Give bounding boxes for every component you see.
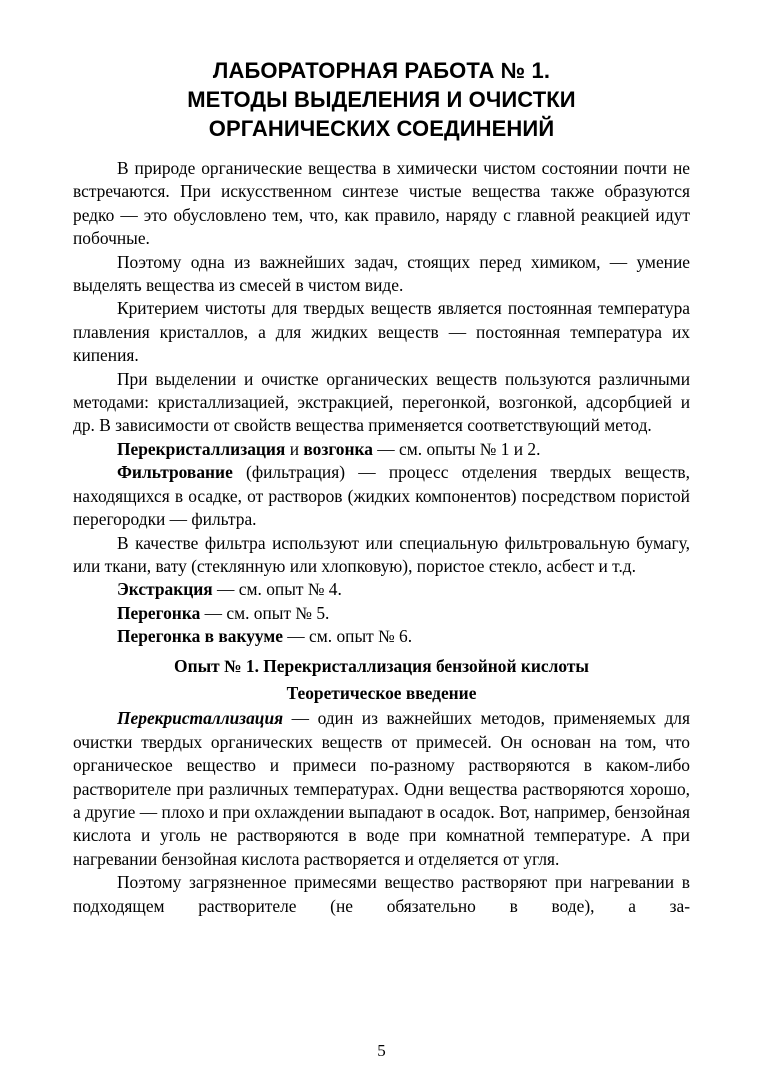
section-heading: Опыт № 1. Перекристаллизация бензойной кислоты <box>174 655 589 676</box>
term-recrystallization-italic: Перекристаллизация <box>117 708 284 729</box>
paragraph-distillation-ref: Перегонка — см. опыт № 5. <box>117 602 330 623</box>
page-title <box>73 56 690 143</box>
paragraph-theory-continued: Поэтому загрязненное примесями вещество растворяют при нагревании в подходящем растворителе (не обязательно в воде), а за- <box>73 872 690 916</box>
title-line-2: МЕТОДЫ ВЫДЕЛЕНИЯ И ОЧИСТКИ <box>187 87 576 112</box>
term-filtration: Фильтрование <box>117 462 233 483</box>
section-subheading: Теоретическое введение <box>286 682 477 703</box>
paragraph-extraction-ref: Экстракция — см. опыт № 4. <box>117 579 342 600</box>
paragraph-filter-materials: В качестве фильтра используют или специальную фильтровальную бумагу, или ткани, вату (стеклянную или хлопковую), пористое стекло, асбест и т.д. <box>73 532 690 576</box>
paragraph-theory-recrystallization: Перекристаллизация — один из важнейших методов, применяемых для очистки твердых органических веществ от примесей. Он основан на том, что органическое вещество и примеси по-разному растворяются в каком-либо растворителе при различных температурах. Одни вещества растворяются хорошо, а другие — плохо и при охлаждении выпадают в осадок. Вот, например, бензойная кислота и уголь не растворяются в воде при комнатной температуре. А при нагревании бензойная кислота растворяется и отделяется от угля. <box>73 708 690 869</box>
paragraph-purity-criterion: Критерием чистоты для твердых веществ является постоянная температура плавления кристаллов, а для жидких веществ — постоянная температура их кипения. <box>73 298 690 366</box>
term-recrystallization: Перекристаллизация <box>117 438 286 459</box>
paragraph-methods: При выделении и очистке органических веществ пользуются различными методами: кристаллизацией, экстракцией, перегонкой, возгонкой, адсорбцией и др. В зависимости от свойств вещества применяется соответствующий метод. <box>73 368 690 436</box>
page-number: 5 <box>377 1041 386 1060</box>
title-line-1: ЛАБОРАТОРНАЯ РАБОТА № 1. <box>212 58 551 83</box>
term-extraction: Экстракция <box>117 579 213 600</box>
paragraph-filtration: Фильтрование (фильтрация) — процесс отделения твердых веществ, находящихся в осадке, от растворов (жидких компонентов) посредством пористой перегородки — фильтра. <box>73 462 690 530</box>
title-line-3: ОРГАНИЧЕСКИХ СОЕДИНЕНИЙ <box>208 116 555 141</box>
paragraph-vacuum-distillation-ref: Перегонка в вакууме — см. опыт № 6. <box>117 626 413 647</box>
term-vacuum-distillation: Перегонка в вакууме <box>117 626 283 647</box>
paragraph-recrystallization-ref: Перекристаллизация и возгонка — см. опыты № 1 и 2. <box>117 438 541 459</box>
paragraph-task: Поэтому одна из важнейших задач, стоящих перед химиком, — умение выделять вещества из смесей в чистом виде. <box>73 251 690 296</box>
term-sublimation: возгонка <box>303 438 373 459</box>
paragraph-intro: В природе органические вещества в химически чистом состоянии почти не встречаются. При искусственном синтезе чистые вещества также образуются редко — это обусловлено тем, что, как правило, наряду с главной реакцией идут побочные. <box>73 158 690 249</box>
term-distillation: Перегонка <box>117 602 201 623</box>
document-body <box>73 157 690 918</box>
